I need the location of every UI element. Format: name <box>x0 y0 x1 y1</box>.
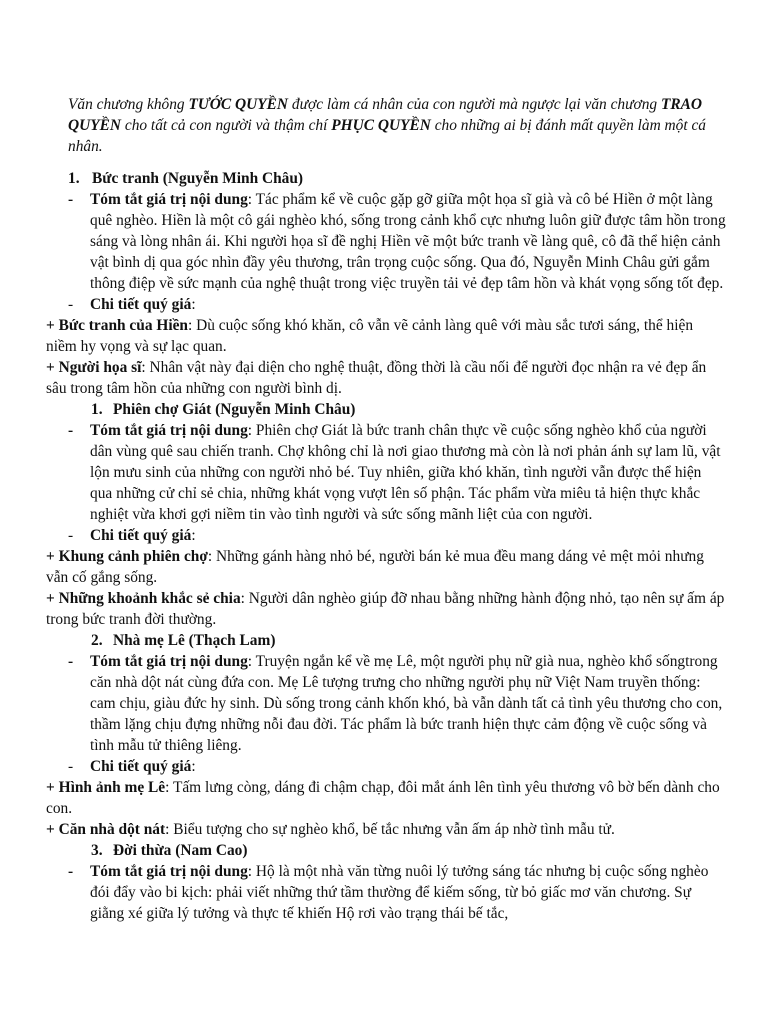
details-item <box>46 525 726 546</box>
section-number: 3. <box>91 842 103 859</box>
detail-text: : Dù cuộc sống khó khăn, cô vẫn vẽ cảnh làng quê với màu sắc tươi sáng, thể hiện niềm hy vọng và sự lạc quan. <box>46 317 694 355</box>
detail-text: : Những gánh hàng nhỏ bé, người bán kẻ mua đều mang dáng vẻ mệt mỏi nhưng vẫn cố gắng sống. <box>46 548 704 586</box>
detail-point <box>46 315 726 357</box>
summary-text: : Tác phẩm kể về cuộc gặp gỡ giữa một họa sĩ già và cô bé Hiền ở một làng quê nghèo. Hiền là một cô gái nghèo khó, sống trong cảnh khổ cực nhưng luôn giữ được tâm hồn trong sáng và lòng nhân ái. Khi người họa sĩ đề nghị Hiền vẽ một bức tranh về làng quê, cô đã thể hiện cảnh vật bình dị qua góc nhìn đầy yêu thương, trân trọng cuộc sống. Qua đó, Nguyễn Minh Châu gửi gắm thông điệp về sức mạnh của nghệ thuật trong việc truyền tải vẻ đẹp tâm hồn và khát vọng sống tốt đẹp. <box>90 191 726 292</box>
summary-label: Tóm tắt giá trị nội dung <box>90 191 248 208</box>
dash-marker: - <box>68 527 74 544</box>
summary-label: Tóm tắt giá trị nội dung <box>90 863 248 880</box>
section-number: 1. <box>91 401 103 418</box>
spacer <box>46 157 726 168</box>
detail-point <box>46 777 726 819</box>
intro-keyword-3: PHỤC QUYỀN <box>331 117 431 134</box>
detail-label: Căn nhà dột nát <box>58 821 166 838</box>
intro-text-1: Văn chương không <box>68 96 189 113</box>
detail-text: : Người dân nghèo giúp đỡ nhau bằng những hành động nhỏ, tạo nên sự ấm áp trong bức tranh đời thường. <box>46 590 725 628</box>
detail-label: Những khoảnh khắc sẻ chia <box>58 590 241 607</box>
detail-label: Người họa sĩ <box>58 359 142 376</box>
details-item <box>46 756 726 777</box>
dash-marker: - <box>68 296 74 313</box>
intro-text-4: cho những ai bị đánh mất quyền làm một cá nhân. <box>68 117 707 155</box>
summary-label: Tóm tắt giá trị nội dung <box>90 653 248 670</box>
details-colon: : <box>191 527 196 544</box>
section-heading <box>46 168 726 189</box>
section-heading <box>46 399 726 420</box>
detail-point <box>46 357 726 399</box>
details-label: Chi tiết quý giá <box>90 527 192 544</box>
dash-marker: - <box>68 191 74 208</box>
intro-keyword-1: TƯỚC QUYỀN <box>188 96 289 113</box>
summary-item <box>46 420 726 525</box>
details-colon: : <box>191 296 196 313</box>
document-page <box>46 94 726 924</box>
plus-marker: + <box>46 590 59 607</box>
section-heading <box>46 630 726 651</box>
dash-marker: - <box>68 653 74 670</box>
summary-label: Tóm tắt giá trị nội dung <box>90 422 248 439</box>
section-number: 2. <box>91 632 103 649</box>
detail-point <box>46 819 726 840</box>
detail-text: : Tấm lưng còng, dáng đi chậm chạp, đôi mắt ánh lên tình yêu thương vô bờ bến dành cho con. <box>46 779 720 817</box>
summary-item <box>46 651 726 756</box>
intro-text-3: cho tất cả con người và thậm chí <box>121 117 332 134</box>
detail-point <box>46 546 726 588</box>
intro-paragraph <box>46 94 726 157</box>
plus-marker: + <box>46 548 59 565</box>
intro-text-2: được làm cá nhân của con người mà ngược lại văn chương <box>288 96 661 113</box>
plus-marker: + <box>46 821 59 838</box>
summary-text: : Truyện ngắn kể về mẹ Lê, một người phụ nữ già nua, nghèo khổ sốngtrong căn nhà dột nát cùng đứa con. Mẹ Lê tượng trưng cho những người phụ nữ Việt Nam truyền thống: cam chịu, giàu đức hy sinh. Dù sống trong cảnh khốn khó, bà vẫn dành tất cả tình yêu thương cho con, thầm lặng chịu đựng những nỗi đau đời. Tác phẩm là bức tranh hiện thực cảm động về cuộc sống và tình mẫu tử thiêng liêng. <box>90 653 723 754</box>
plus-marker: + <box>46 359 59 376</box>
plus-marker: + <box>46 317 59 334</box>
summary-text: : Hộ là một nhà văn từng nuôi lý tưởng sáng tác nhưng bị cuộc sống nghèo đói đẩy vào bi kịch: phải viết những thứ tầm thường để kiếm sống, từ bỏ giấc mơ văn chương. Sự giằng xé giữa lý tưởng và thực tế khiến Hộ rơi vào trạng thái bế tắc, <box>90 863 709 922</box>
plus-marker: + <box>46 779 59 796</box>
detail-label: Hình ảnh mẹ Lê <box>58 779 166 796</box>
summary-item <box>46 189 726 294</box>
detail-label: Khung cảnh phiên chợ <box>58 548 208 565</box>
detail-text: : Nhân vật này đại diện cho nghệ thuật, đồng thời là cầu nối để người đọc nhận ra vẻ đẹp ẩn sâu trong tâm hồn của những con người bình dị. <box>46 359 707 397</box>
dash-marker: - <box>68 863 74 880</box>
section-heading <box>46 840 726 861</box>
dash-marker: - <box>68 422 74 439</box>
section-title: Phiên chợ Giát (Nguyễn Minh Châu) <box>113 401 356 418</box>
details-item <box>46 294 726 315</box>
details-colon: : <box>191 758 196 775</box>
section-number: 1. <box>68 170 80 187</box>
details-label: Chi tiết quý giá <box>90 758 192 775</box>
summary-text: : Phiên chợ Giát là bức tranh chân thực về cuộc sống nghèo khổ của người dân vùng quê sau chiến tranh. Chợ không chỉ là nơi giao thương mà còn là nơi phản ánh sự lam lũ, vật lộn mưu sinh của những con người nhỏ bé. Tuy nhiên, giữa khó khăn, tình người vẫn được thể hiện qua những cử chỉ sẻ chia, những khát vọng vượt lên số phận. Tác phẩm vừa miêu tả hiện thực khắc nghiệt vừa khơi gợi niềm tin vào tình người và sức sống mãnh liệt của con người. <box>90 422 721 523</box>
details-label: Chi tiết quý giá <box>90 296 192 313</box>
dash-marker: - <box>68 758 74 775</box>
detail-text: : Biểu tượng cho sự nghèo khổ, bế tắc nhưng vẫn ấm áp nhờ tình mẫu tử. <box>165 821 615 838</box>
detail-point <box>46 588 726 630</box>
section-title: Đời thừa (Nam Cao) <box>113 842 248 859</box>
intro-keyword-2: TRAO QUYỀN <box>68 96 703 134</box>
summary-item <box>46 861 726 924</box>
detail-label: Bức tranh của Hiền <box>58 317 188 334</box>
section-title: Nhà mẹ Lê (Thạch Lam) <box>113 632 276 649</box>
section-title: Bức tranh (Nguyễn Minh Châu) <box>92 170 304 187</box>
